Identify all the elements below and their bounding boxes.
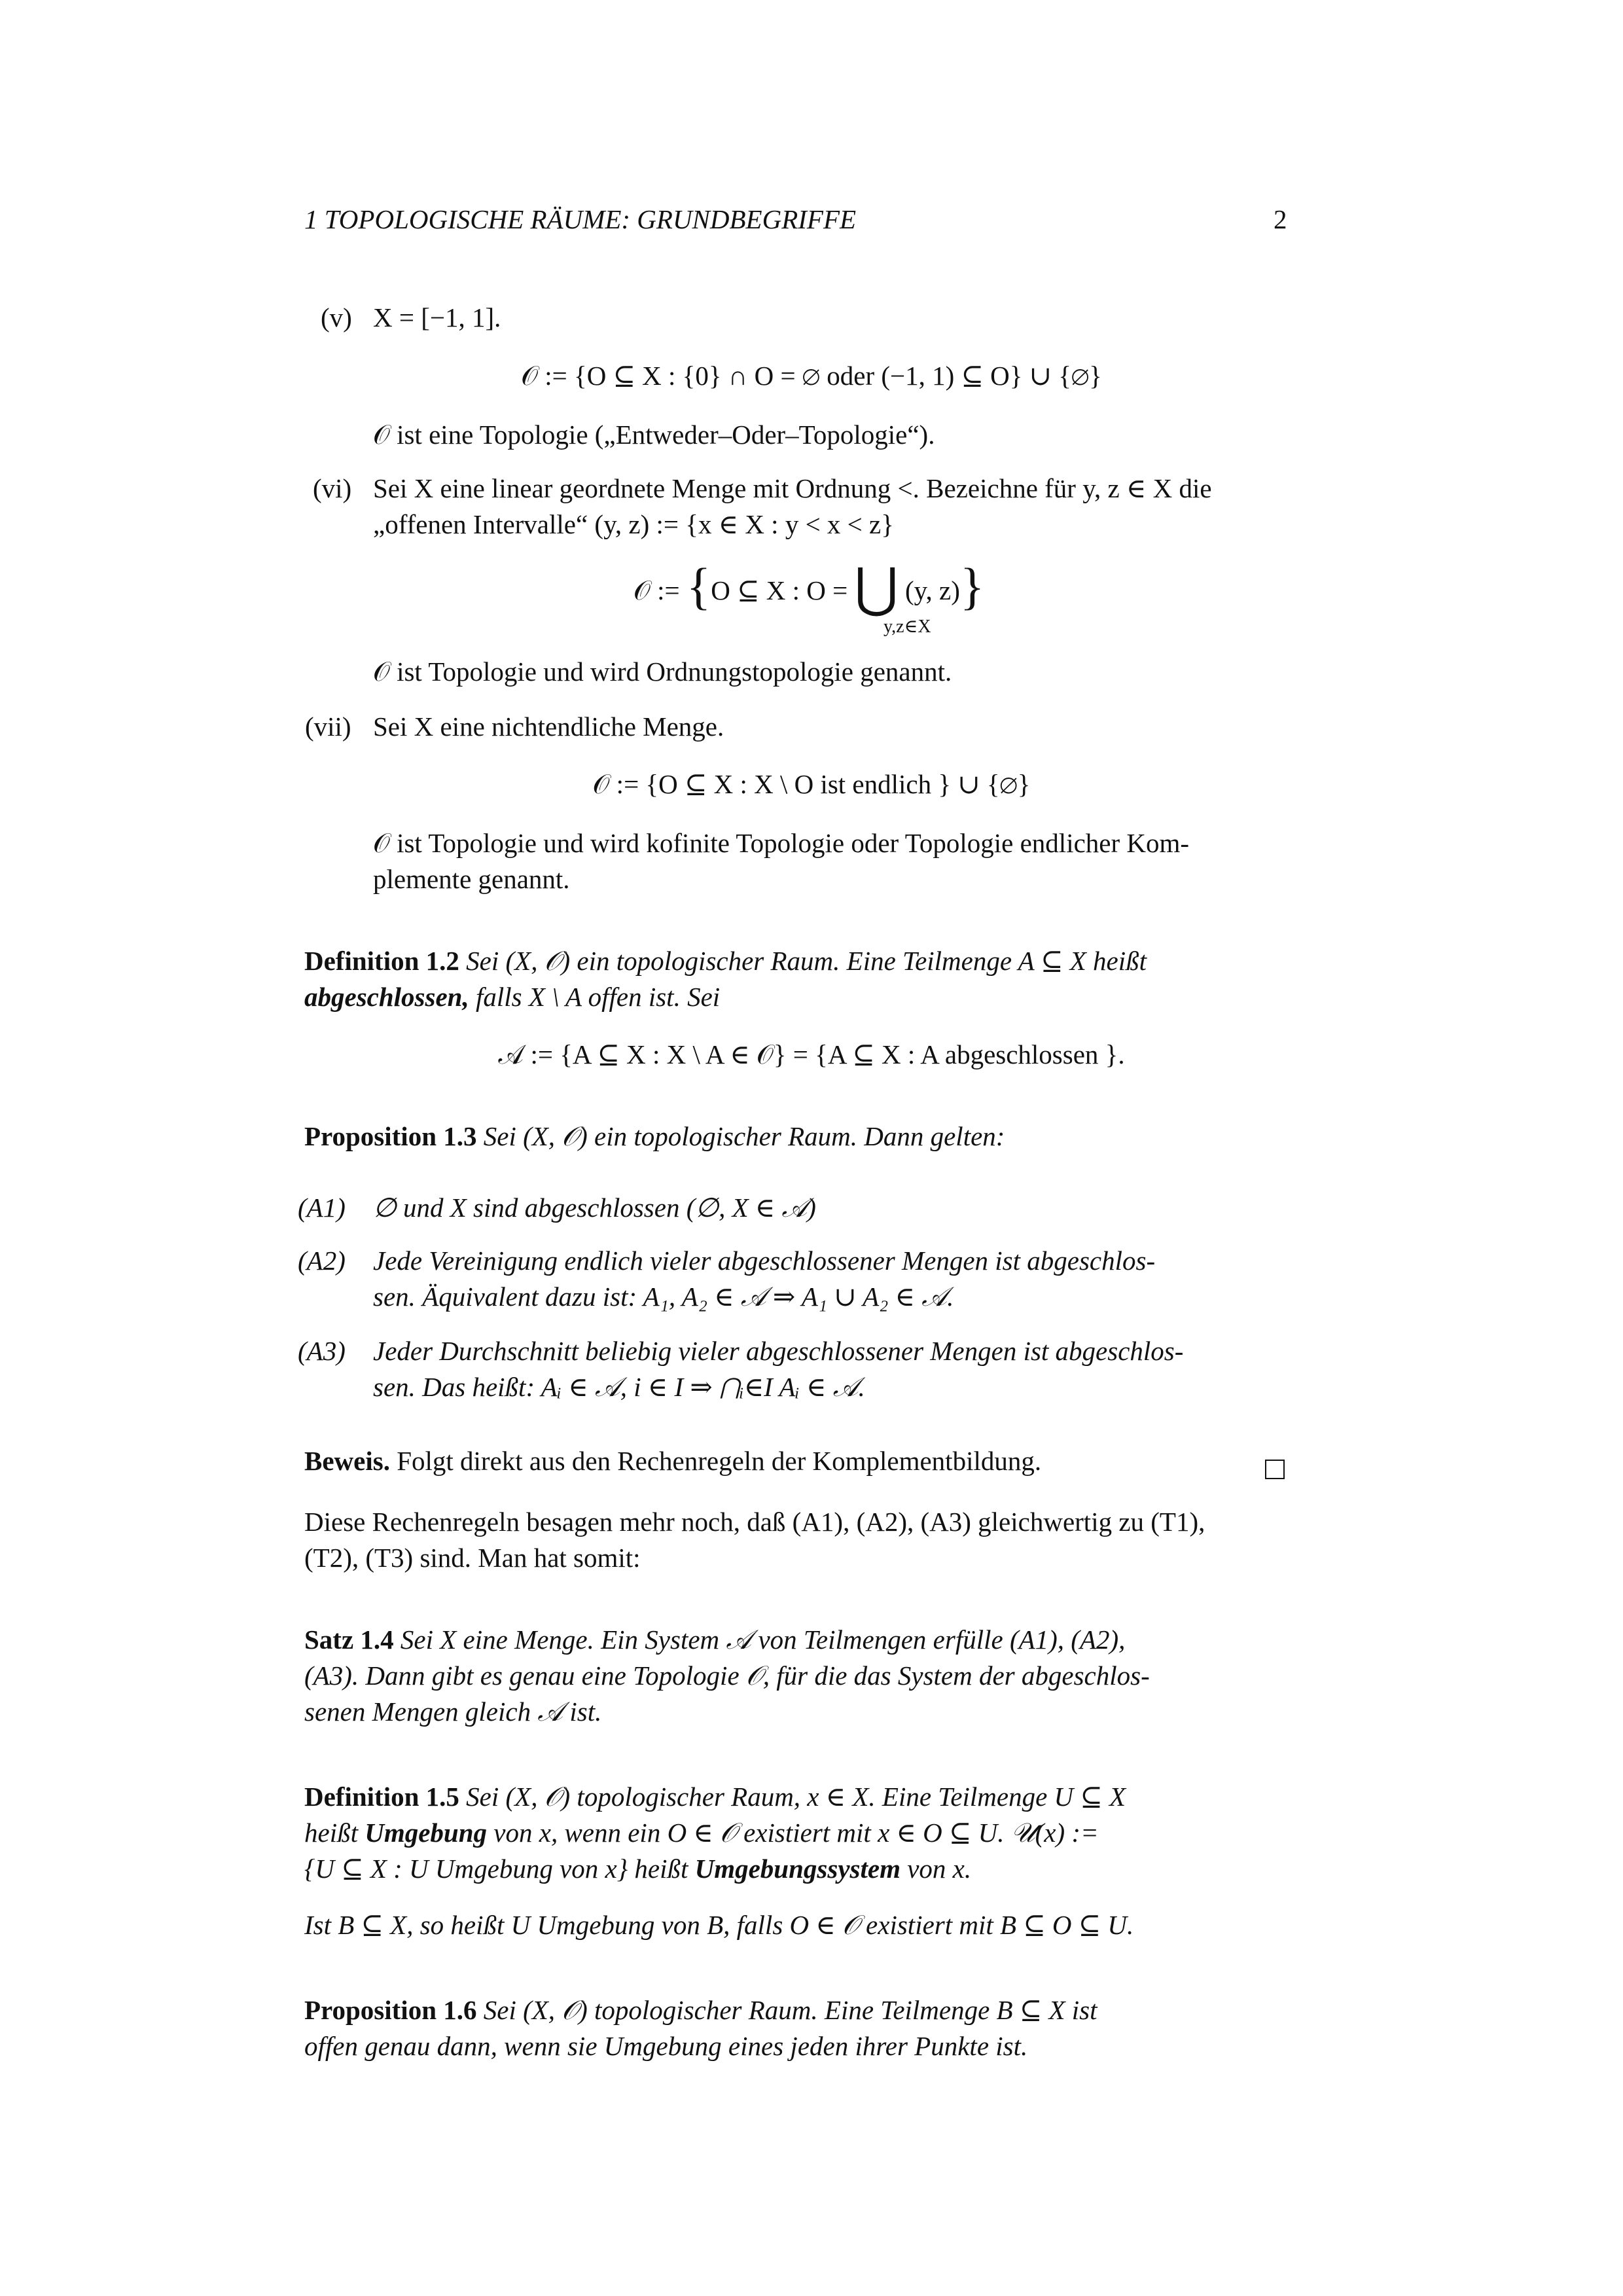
definition-1-2: [304, 942, 1147, 979]
qed-box: [1265, 1452, 1285, 1488]
item-vii-note-line1: 𝒪 ist Topologie und wird kofinite Topologie oder Topologie endlicher Kom-: [373, 828, 1190, 858]
definition-1-5-line4: Ist B ⊆ X, so heißt U Umgebung von B, falls O ∈ 𝒪 existiert mit B ⊆ O ⊆ U.: [304, 1910, 1134, 1940]
definition-1-2-line1: Sei (X, 𝒪) ein topologischer Raum. Eine Teilmenge A ⊆ X heißt: [466, 946, 1147, 976]
definition-1-5-line3: [304, 1850, 971, 1887]
formula-mid: O ⊆ X : O =: [711, 575, 848, 605]
a3-line2: sen. Das heißt: Aᵢ ∈ 𝒜, i ∈ I ⇒ ⋂ᵢ∈I Aᵢ ∈ 𝒜.: [373, 1372, 865, 1402]
definition-1-2-line2: [304, 978, 720, 1015]
item-v-text: X = [−1, 1].: [373, 302, 501, 332]
definition-1-5: [304, 1778, 1126, 1815]
proof: [304, 1443, 1041, 1479]
a3-label: (A3): [298, 1336, 346, 1366]
satz-1-4: [304, 1621, 1125, 1658]
definition-1-5-line1: Sei (X, 𝒪) topologischer Raum, x ∈ X. Eine Teilmenge U ⊆ X: [466, 1782, 1126, 1812]
item-vii-text: Sei X eine nichtendliche Menge.: [373, 711, 724, 742]
satz-1-4-heading: Satz 1.4: [304, 1624, 394, 1655]
definition-1-5-line2-b: von x, wenn ein O ∈ 𝒪 existiert mit x ∈ O ⊆ U. 𝒰(x) :=: [487, 1818, 1099, 1848]
satz-1-4-line2: (A3). Dann gibt es genau eine Topologie 𝒪, für die das System der abgeschlos-: [304, 1660, 1150, 1691]
proof-heading: Beweis.: [304, 1446, 390, 1476]
item-v-formula: 𝒪 := {O ⊆ X : {0} ∩ O = ∅ oder (−1, 1) ⊆ O} ∪ {∅}: [521, 361, 1102, 391]
proposition-1-3-heading: Proposition 1.3: [304, 1121, 477, 1151]
item-vi-label: (vi): [313, 473, 352, 503]
item-vi-note: 𝒪 ist Topologie und wird Ordnungstopologie genannt.: [373, 656, 952, 687]
definition-1-2-line2-rest: falls X \ A offen ist. Sei: [469, 982, 721, 1012]
proposition-1-6-line2: offen genau dann, wenn sie Umgebung eines jeden ihrer Punkte ist.: [304, 2031, 1028, 2061]
definition-1-2-heading: Definition 1.2: [304, 946, 459, 976]
definition-1-5-line2: [304, 1814, 1099, 1851]
item-vii-note-line2: plemente genannt.: [373, 864, 570, 894]
remark-line1: Diese Rechenregeln besagen mehr noch, daß (A1), (A2), (A3) gleichwertig zu (T1),: [304, 1507, 1205, 1537]
formula-rhs: (y, z): [905, 575, 960, 605]
page-number: 2: [1274, 204, 1287, 234]
running-header: 1 TOPOLOGISCHE RÄUME: GRUNDBEGRIFFE: [304, 204, 857, 234]
proof-text: Folgt direkt aus den Rechenregeln der Komplementbildung.: [389, 1446, 1042, 1476]
item-vi-line2: „offenen Intervalle“ (y, z) := {x ∈ X : y < x < z}: [373, 509, 894, 539]
proposition-1-3-text: Sei (X, 𝒪) ein topologischer Raum. Dann gelten:: [483, 1121, 1005, 1151]
a2-line1: Jede Vereinigung endlich vieler abgeschlossener Mengen ist abgeschlos-: [373, 1246, 1156, 1276]
proposition-1-6-line1: Sei (X, 𝒪) topologischer Raum. Eine Teilmenge B ⊆ X ist: [483, 1995, 1097, 2025]
term-abgeschlossen: abgeschlossen,: [304, 982, 469, 1012]
a1-label: (A1): [298, 1193, 346, 1223]
formula-lhs: 𝒪 :=: [633, 575, 680, 605]
a3-line1: Jeder Durchschnitt beliebig vieler abgeschlossener Mengen ist abgeschlos-: [373, 1336, 1184, 1366]
proposition-1-6: [304, 1992, 1097, 2028]
proposition-1-3: [304, 1118, 1005, 1155]
definition-1-2-formula: 𝒜 := {A ⊆ X : X \ A ∈ 𝒪} = {A ⊆ X : A abgeschlossen }.: [498, 1039, 1125, 1069]
item-vii-label: (vii): [305, 711, 351, 742]
satz-1-4-line3: senen Mengen gleich 𝒜 ist.: [304, 1696, 602, 1727]
a1-text: ∅ und X sind abgeschlossen (∅, X ∈ 𝒜): [373, 1193, 816, 1223]
union-subscript: y,z∈X: [883, 617, 931, 637]
a2-label: (A2): [298, 1246, 346, 1276]
a2-line2: sen. Äquivalent dazu ist: A₁, A₂ ∈ 𝒜 ⇒ A₁ ∪ A₂ ∈ 𝒜.: [373, 1282, 954, 1312]
item-v-label: (v): [321, 302, 352, 332]
definition-1-5-line3-b: von x.: [900, 1854, 972, 1884]
satz-1-4-line1: Sei X eine Menge. Ein System 𝒜 von Teilmengen erfülle (A1), (A2),: [400, 1624, 1126, 1655]
remark-line2: (T2), (T3) sind. Man hat somit:: [304, 1543, 641, 1573]
brace-open: {: [686, 558, 711, 615]
union-symbol: ⋃: [854, 558, 899, 618]
definition-1-5-line2-a: heißt: [304, 1818, 365, 1848]
item-v-note: 𝒪 ist eine Topologie („Entweder–Oder–Topologie“).: [373, 420, 935, 450]
item-vii-formula: 𝒪 := {O ⊆ X : X \ O ist endlich } ∪ {∅}: [592, 769, 1031, 799]
brace-close: }: [959, 558, 985, 615]
item-vi-line1: Sei X eine linear geordnete Menge mit Ordnung <. Bezeichne für y, z ∈ X die: [373, 473, 1212, 503]
term-umgebungssystem: Umgebungssystem: [694, 1854, 901, 1884]
definition-1-5-line3-a: {U ⊆ X : U Umgebung von x} heißt: [304, 1854, 695, 1884]
proposition-1-6-heading: Proposition 1.6: [304, 1995, 477, 2025]
term-umgebung: Umgebung: [365, 1818, 488, 1848]
definition-1-5-heading: Definition 1.5: [304, 1782, 459, 1812]
item-vi-formula: [633, 558, 985, 618]
